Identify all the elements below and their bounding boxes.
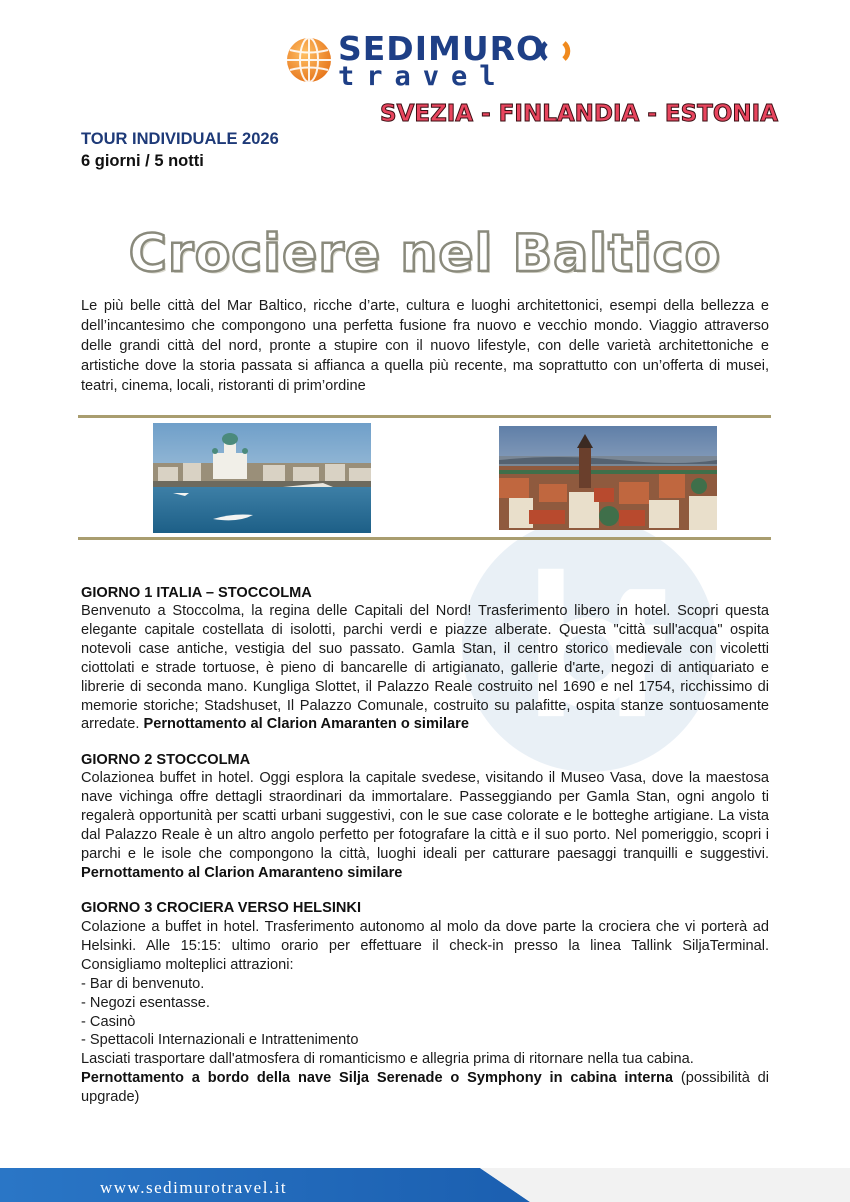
day-1-title: GIORNO 1 ITALIA – STOCCOLMA xyxy=(81,585,312,601)
day-1-overnight: Pernottamento al Clarion Amaranten o similare xyxy=(143,716,469,733)
list-item: - Negozi esentasse. xyxy=(81,994,210,1011)
helsinki-harbour-photo xyxy=(153,423,371,533)
divider-bottom xyxy=(78,537,771,540)
day-3-note: (possibilità di upgrade) xyxy=(81,1070,769,1106)
list-item: - Bar di benvenuto. xyxy=(81,975,205,992)
day-2-description: Colazionea buffet in hotel. Oggi esplora la capitale svedese, visitando il Museo Vasa, dove la maestosa nave vichinga offre dettagli straordinari da immortalare. Passeggiando per Gamla Stan, ogni angolo ti regalerà opportunità per scatti urbani suggestivi, con le sue case colorate e le botteghe artigiane. La vista dal Palazzo Reale è un altro angolo perfetto per fotografare la città e il suo porto. Nel pomeriggio, scopri i parchi e le isole che compongono la città, luoghi ideali per catturare paesaggi tranquilli e suggestivi. xyxy=(81,770,769,862)
list-item: - Spettacoli Internazionali e Intrattenimento xyxy=(81,1032,359,1049)
brand-logo xyxy=(284,29,584,92)
day-1-text xyxy=(81,602,769,734)
website-link[interactable]: www.sedimurotravel.it xyxy=(100,1178,288,1197)
logo-name: SEDIMURO xyxy=(338,29,546,68)
divider-top xyxy=(78,415,771,418)
day-3-description: Colazione a buffet in hotel. Trasferimento autonomo al molo da dove parte la crociera che vi porterà ad Helsinki. Alle 15:15: ultimo orario per effettuare il check-in presso la linea Tallink SiljaTerminal. Consigliamo molteplici attrazioni: xyxy=(81,919,769,973)
day-3-overnight-block xyxy=(81,1069,769,1107)
logo-ring-icon xyxy=(538,37,574,65)
day-3-overnight: Pernottamento a bordo della nave Silja Serenade o Symphony in cabina interna xyxy=(81,1070,674,1087)
tour-type: TOUR INDIVIDUALE 2026 xyxy=(81,130,279,148)
tour-duration: 6 giorni / 5 notti xyxy=(81,152,204,170)
day-3-attractions-list xyxy=(81,975,769,1051)
day-1-description: Benvenuto a Stoccolma, la regina delle Capitali del Nord! Trasferimento libero in hotel. Scopri questa elegante capitale costellata di isolotti, parchi verdi e piazze alberate. Questa "città sull'acqua" ospita notevoli case antiche, vestigia del suo passato. Gamla Stan, il centro storico medievale con vicoletti ciottolati e strade tortuose, è pieno di bancarelle di artigianato, gallerie d'arte, negozi di antiquariato e librerie di seconda mano. Kungliga Slottet, il Palazzo Reale costruito nel 1690 e nel 1754, ricchissimo di memorie storiche; Stadshuset, Il Palazzo Comunale, costruito su palafitte, ospita stanze sontuosamente arredate. xyxy=(81,603,769,733)
page-title: Crociere nel Baltico xyxy=(128,224,722,284)
day-3-after: Lasciati trasportare dall'atmosfera di romanticismo e allegria prima di ritornare nella tua cabina. xyxy=(81,1051,694,1068)
day-2-overnight: Pernottamento al Clarion Amaranteno similare xyxy=(81,864,403,881)
day-3-text xyxy=(81,918,769,1107)
day-2-title: GIORNO 2 STOCCOLMA xyxy=(81,752,251,768)
day-2-text xyxy=(81,769,769,882)
tallinn-old-town-photo xyxy=(499,426,717,530)
list-item: - Casinò xyxy=(81,1013,136,1030)
logo-sub: travel xyxy=(338,61,508,92)
globe-icon xyxy=(284,34,334,84)
intro-paragraph: Le più belle città del Mar Baltico, ricche d’arte, cultura e luoghi architettonici, esempi della bellezza e dell’incantesimo che compongono una perfetta fusione fra nuovo e vecchio mondo. Viaggio attraverso delle grandi città del nord, pronte a stupire con il nuovo lifestyle, con delle varietà architettoniche e artistiche dove la storia passata si affianca a quella più recente, ma soprattutto con un’offerta di musei, teatri, cinema, locali, ristoranti di prim’ordine xyxy=(81,298,769,394)
day-3-title: GIORNO 3 CROCIERA VERSO HELSINKI xyxy=(81,900,362,916)
countries-title: SVEZIA - FINLANDIA - ESTONIA xyxy=(380,101,779,127)
